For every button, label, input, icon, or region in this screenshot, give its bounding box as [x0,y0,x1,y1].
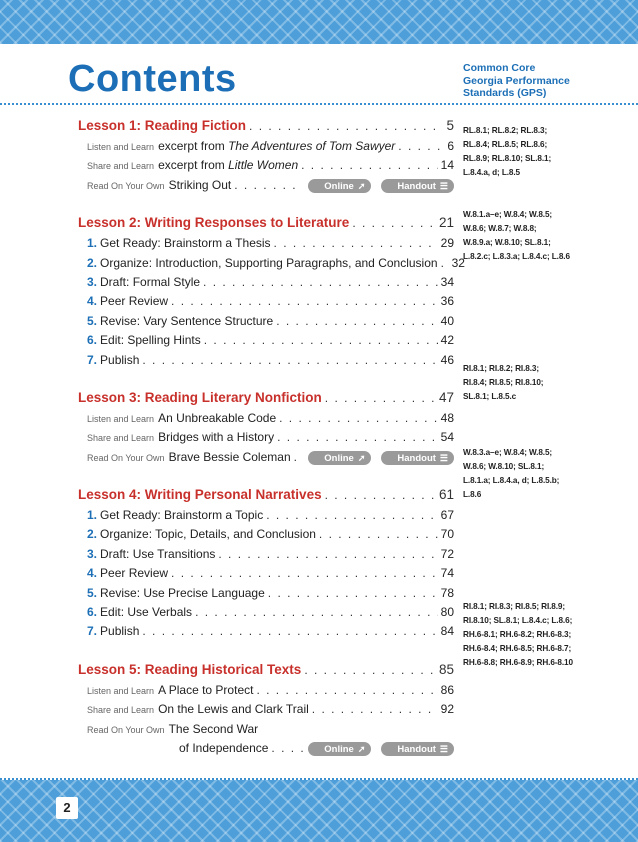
lesson-heading[interactable]: Lesson 1: Reading Fiction . . . 5 [78,118,454,139]
document-icon: ☰ [439,180,448,191]
handout-button[interactable]: Handout ☰ [381,451,454,465]
item-tag: Share and Learn [87,161,155,172]
page-number: 5 [446,118,454,133]
step-item[interactable]: 2. Organize: Topic, Details, and Conclusion . . . 70 [78,527,454,546]
lesson-heading[interactable]: Lesson 3: Reading Literary Nonfiction . . . 47 [78,390,454,411]
step-item[interactable]: 3. Draft: Formal Style . . . 34 [78,275,454,294]
page-number: 47 [438,389,454,405]
item-tag: Read On Your Own [87,180,165,191]
list-item[interactable]: Read On Your Own Brave Bessie Coleman . . . Online ➚ Handout ☰ [78,450,454,469]
step-item[interactable]: 6. Edit: Spelling Hints . . . 42 [78,333,454,352]
list-item[interactable]: Listen and Learn An Unbreakable Code . . . 48 [78,411,454,430]
lesson-heading[interactable]: Lesson 4: Writing Personal Narratives . . . 61 [78,487,454,508]
table-of-contents [78,118,465,778]
standards-lesson-4: W.8.3.a–e; W.8.4; W.8.5; W.8.6; W.8.10; SL.8.1; L.8.1.a; L.8.4.a, d; L.8.5.b; L.8.6 [463,448,560,499]
page-number: 21 [438,215,454,231]
handout-button[interactable]: Handout ☰ [381,742,454,756]
list-item[interactable]: Share and Learn On the Lewis and Clark Trail . . . 92 [78,702,454,721]
step-item[interactable]: 6. Edit: Use Verbals . . . 80 [78,605,454,624]
header-dotted-rule [0,103,638,105]
step-item[interactable]: 3. Draft: Use Transitions . . . 72 [78,547,454,566]
step-item[interactable]: 5. Revise: Vary Sentence Structure . . . 40 [78,314,454,333]
lesson-4 [78,487,454,644]
page-number-box: 2 [56,797,78,819]
handout-button[interactable]: Handout ☰ [381,179,454,193]
step-item[interactable]: 2. Organize: Introduction, Supporting Paragraphs, and Conclusion . . . 32 [78,256,454,275]
lesson-2 [78,215,465,372]
lesson-1 [78,118,454,197]
page-number: 85 [438,661,454,677]
standards-heading: Common Core Georgia Performance Standards (GPS) [463,62,570,99]
standards-lesson-5: RI.8.1; RI.8.3; RI.8.5; RI.8.9; RI.8.10; SL.8.1; L.8.4.c; L.8.6; RH.6-8.1; RH.6-8.2; RH.6-8.3; RH.6-8.4; RH.6-8.5; RH.6-8.7; RH.6-8.8; RH.6-8.9; RH.6-8.10 [463,602,573,667]
online-button[interactable]: Online ➚ [308,451,371,465]
page-number: 6 [447,139,454,153]
cursor-arrow-icon: ➚ [357,452,366,463]
list-item[interactable]: Read On Your Own The Second War [87,721,259,736]
lesson-heading[interactable]: Lesson 5: Reading Historical Texts . . . 85 [78,662,454,683]
step-item[interactable]: 4. Peer Review . . . 74 [78,566,454,585]
top-pattern-band [0,0,638,44]
list-item[interactable]: Listen and Learn A Place to Protect . . . 86 [78,683,454,702]
step-item[interactable]: 1. Get Ready: Brainstorm a Thesis . . . 29 [78,236,454,255]
document-icon: ☰ [439,743,448,754]
standards-lesson-3: RI.8.1; RI.8.2; RI.8.3; RI.8.4; RI.8.5; RI.8.10; SL.8.1; L.8.5.c [463,364,544,401]
list-item[interactable]: Share and Learn excerpt from Little Women . . . 14 [78,158,454,177]
lesson-5 [78,662,454,761]
cursor-arrow-icon: ➚ [357,743,366,754]
online-button[interactable]: Online ➚ [308,179,371,193]
step-item[interactable]: 1. Get Ready: Brainstorm a Topic . . . 67 [78,508,454,527]
step-item[interactable]: 4. Peer Review . . . 36 [78,294,454,313]
list-item[interactable]: Share and Learn Bridges with a History . . . 54 [78,430,454,449]
step-item[interactable]: 5. Revise: Use Precise Language . . . 78 [78,586,454,605]
online-button[interactable]: Online ➚ [308,742,371,756]
item-tag: Listen and Learn [87,142,155,152]
page-number: 14 [440,158,454,173]
list-item[interactable]: Read On Your Own Striking Out . . . Online ➚ Handout ☰ [78,178,454,197]
page-number: 61 [438,487,454,503]
step-item[interactable]: 7. Publish . . . 84 [78,624,454,643]
list-item[interactable]: Listen and Learn excerpt from The Adventures of Tom Sawyer . . . 6 [78,139,454,158]
standards-lesson-2: W.8.1.a–e; W.8.4; W.8.5; W.8.6; W.8.7; W.8.8; W.8.9.a; W.8.10; SL.8.1; L.8.2.c; L.8.3.a; L.8.4.c; L.8.6 [463,210,570,261]
document-icon: ☰ [439,452,448,463]
bottom-pattern-band [0,780,638,842]
cursor-arrow-icon: ➚ [357,180,366,191]
lesson-3 [78,390,454,469]
standards-lesson-1: RL.8.1; RL.8.2; RL.8.3; RL.8.4; RL.8.5; RL.8.6; RL.8.9; RL.8.10; SL.8.1; L.8.4.a, d; L.8.5 [463,126,552,177]
lesson-heading[interactable]: Lesson 2: Writing Responses to Literature . . . 21 [78,215,454,236]
page-title: Contents [68,58,237,100]
step-item[interactable]: 7. Publish . . . 46 [78,353,454,372]
list-item-continuation[interactable]: of Independence . . . Online ➚ Handout ☰ [78,741,454,760]
